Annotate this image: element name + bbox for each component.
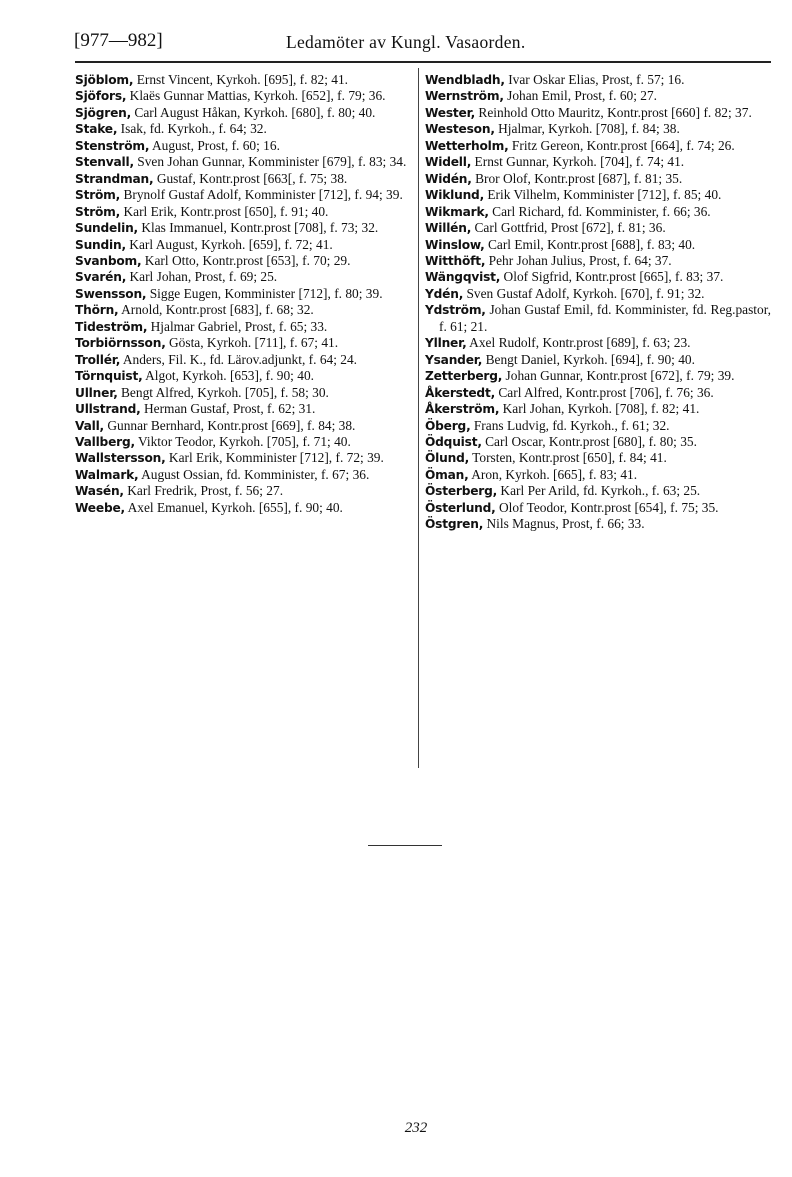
entry-details: Brynolf Gustaf Adolf, Komminister [712], f. 94; 39. <box>120 187 403 203</box>
column-divider <box>418 68 419 768</box>
list-item <box>425 302 771 335</box>
entry-surname: Zetterberg, <box>425 369 503 384</box>
entry-surname: Törnquist, <box>75 369 143 384</box>
entry-surname: Östgren, <box>425 517 484 532</box>
list-item <box>425 121 771 137</box>
page-title: Ledamöter av Kungl. Vasaorden. <box>286 32 526 52</box>
entry-surname: Vall, <box>75 418 104 433</box>
entry-surname: Willén, <box>425 221 472 236</box>
entry-surname: Öman, <box>425 467 469 482</box>
end-rule <box>368 845 442 846</box>
list-item <box>75 269 411 285</box>
list-item <box>75 302 411 318</box>
entry-surname: Sundelin, <box>75 221 138 236</box>
left-column <box>75 72 411 516</box>
entry-surname: Ydén, <box>425 286 464 301</box>
list-item <box>75 385 411 401</box>
list-item <box>75 88 411 104</box>
list-item <box>425 154 771 170</box>
entry-surname: Österberg, <box>425 484 498 499</box>
entry-details: Karl Johan, Kyrkoh. [708], f. 82; 41. <box>499 401 700 417</box>
entry-details: Herman Gustaf, Prost, f. 62; 31. <box>140 401 316 417</box>
entry-surname: Wasén, <box>75 484 124 499</box>
list-item <box>75 138 411 154</box>
list-item <box>75 286 411 302</box>
entry-details: Carl Gottfrid, Prost [672], f. 81; 36. <box>471 220 666 236</box>
list-item <box>425 450 771 466</box>
entry-details: Erik Vilhelm, Komminister [712], f. 85; 40. <box>484 187 722 203</box>
entry-surname: Ydström, <box>425 303 486 318</box>
list-item <box>425 88 771 104</box>
entry-details: Sven Gustaf Adolf, Kyrkoh. [670], f. 91; 32. <box>463 285 705 301</box>
list-item <box>425 171 771 187</box>
entry-details: Frans Ludvig, fd. Kyrkoh., f. 61; 32. <box>470 417 670 433</box>
list-item <box>75 319 411 335</box>
right-column <box>425 72 771 533</box>
list-item <box>425 368 771 384</box>
entry-surname: Wiklund, <box>425 188 485 203</box>
list-item <box>75 335 411 351</box>
entry-details: Carl August Håkan, Kyrkoh. [680], f. 80; 40. <box>131 104 376 120</box>
entry-details: Ernst Gunnar, Kyrkoh. [704], f. 74; 41. <box>471 154 685 170</box>
entry-details: Ernst Vincent, Kyrkoh. [695], f. 82; 41. <box>133 72 348 87</box>
entry-surname: Öberg, <box>425 418 471 433</box>
entry-details: Carl Emil, Kontr.prost [688], f. 83; 40. <box>484 236 696 252</box>
entry-surname: Ödquist, <box>425 434 482 449</box>
entry-surname: Tideström, <box>75 319 148 334</box>
entry-details: Karl Otto, Kontr.prost [653], f. 70; 29. <box>141 252 351 268</box>
list-item <box>75 204 411 220</box>
entry-surname: Ullner, <box>75 385 118 400</box>
entry-details: Sven Johan Gunnar, Komminister [679], f. 83; 34. <box>133 154 407 170</box>
entry-surname: Sundin, <box>75 237 126 252</box>
entry-details: Carl Oscar, Kontr.prost [680], f. 80; 35. <box>481 433 697 449</box>
entry-surname: Wendbladh, <box>425 73 505 87</box>
list-item <box>425 187 771 203</box>
entry-surname: Stenström, <box>75 138 150 153</box>
list-item <box>425 467 771 483</box>
entry-surname: Strandman, <box>75 171 154 186</box>
entry-details: Johan Emil, Prost, f. 60; 27. <box>503 88 658 104</box>
entry-surname: Ölund, <box>425 451 470 466</box>
list-item <box>75 72 411 88</box>
entry-details: Pehr Johan Julius, Prost, f. 64; 37. <box>485 252 672 268</box>
list-item <box>425 483 771 499</box>
page-header <box>74 30 774 56</box>
list-item <box>75 220 411 236</box>
list-item <box>425 500 771 516</box>
entry-surname: Wester, <box>425 105 476 120</box>
entry-details: Reinhold Otto Mauritz, Kontr.prost [660] f. 82; 37. <box>475 104 752 120</box>
list-item <box>425 516 771 532</box>
entry-surname: Wallstersson, <box>75 451 166 466</box>
list-item <box>75 368 411 384</box>
entry-surname: Stake, <box>75 122 118 137</box>
entry-surname: Sjögren, <box>75 105 132 120</box>
entry-details: August Ossian, fd. Komminister, f. 67; 36. <box>138 466 370 482</box>
entry-details: Carl Alfred, Kontr.prost [706], f. 76; 36. <box>495 384 714 400</box>
entry-surname: Wetterholm, <box>425 138 509 153</box>
list-item <box>425 335 771 351</box>
list-item <box>75 105 411 121</box>
list-item <box>425 220 771 236</box>
list-item <box>425 237 771 253</box>
entry-details: Arnold, Kontr.prost [683], f. 68; 32. <box>118 302 314 318</box>
list-item <box>425 418 771 434</box>
list-item <box>75 121 411 137</box>
list-item <box>75 434 411 450</box>
entry-surname: Ysander, <box>425 352 483 367</box>
entry-details: Carl Richard, fd. Komminister, f. 66; 36. <box>488 203 711 219</box>
entry-surname: Vallberg, <box>75 434 135 449</box>
entry-surname: Ström, <box>75 188 121 203</box>
entry-surname: Witthöft, <box>425 253 486 268</box>
list-item <box>425 204 771 220</box>
entry-details: Klaës Gunnar Mattias, Kyrkoh. [652], f. 79; 36. <box>126 88 386 104</box>
entry-surname: Walmark, <box>75 467 139 482</box>
entry-details: Johan Gunnar, Kontr.prost [672], f. 79; 39. <box>502 368 735 384</box>
entry-details: Axel Emanuel, Kyrkoh. [655], f. 90; 40. <box>124 499 343 515</box>
entry-surname: Åkerstedt, <box>425 385 496 400</box>
list-item <box>425 105 771 121</box>
list-item <box>75 253 411 269</box>
entry-details: Ivar Oskar Elias, Prost, f. 57; 16. <box>504 72 685 87</box>
entry-details: August, Prost, f. 60; 16. <box>149 137 280 153</box>
entry-details: Karl Fredrik, Prost, f. 56; 27. <box>123 483 284 499</box>
entry-details: Fritz Gereon, Kontr.prost [664], f. 74; 26. <box>508 137 735 153</box>
entry-surname: Wernström, <box>425 89 504 104</box>
entry-details: Gösta, Kyrkoh. [711], f. 67; 41. <box>165 335 339 351</box>
entry-details: Hjalmar, Kyrkoh. [708], f. 84; 38. <box>494 121 680 137</box>
entry-details: Algot, Kyrkoh. [653], f. 90; 40. <box>142 368 314 384</box>
entry-surname: Winslow, <box>425 237 485 252</box>
entry-details: Olof Teodor, Kontr.prost [654], f. 75; 35. <box>495 499 719 515</box>
list-item <box>75 237 411 253</box>
list-item <box>75 171 411 187</box>
list-item <box>425 352 771 368</box>
entry-surname: Torbiörnsson, <box>75 336 166 351</box>
entry-surname: Österlund, <box>425 500 496 515</box>
entry-details: Karl Erik, Kontr.prost [650], f. 91; 40. <box>120 203 329 219</box>
entry-details: Gunnar Bernhard, Kontr.prost [669], f. 84; 38. <box>103 417 356 433</box>
entry-surname: Yllner, <box>425 336 467 351</box>
entry-details: Aron, Kyrkoh. [665], f. 83; 41. <box>468 466 638 482</box>
entry-details: Nils Magnus, Prost, f. 66; 33. <box>483 516 645 532</box>
entry-details: Karl Erik, Komminister [712], f. 72; 39. <box>165 450 384 466</box>
entry-surname: Sjöblom, <box>75 73 134 87</box>
list-item <box>425 286 771 302</box>
entry-details: Anders, Fil. K., fd. Lärov.adjunkt, f. 64; 24. <box>120 351 358 367</box>
entry-surname: Ström, <box>75 204 121 219</box>
entry-details: Gustaf, Kontr.prost [663[, f. 75; 38. <box>153 170 348 186</box>
list-item <box>75 154 411 170</box>
list-item <box>75 450 411 466</box>
page-number: 232 <box>404 1120 428 1136</box>
list-item <box>425 401 771 417</box>
entry-details: Karl Johan, Prost, f. 69; 25. <box>126 269 278 285</box>
entry-details: Isak, fd. Kyrkoh., f. 64; 32. <box>117 121 267 137</box>
list-item <box>75 483 411 499</box>
entry-details: Sigge Eugen, Komminister [712], f. 80; 39. <box>146 285 383 301</box>
entry-details: Hjalmar Gabriel, Prost, f. 65; 33. <box>147 318 328 334</box>
entry-surname: Thörn, <box>75 303 119 318</box>
entry-surname: Wängqvist, <box>425 270 501 285</box>
list-item <box>75 467 411 483</box>
entry-details: Johan Gustaf Emil, fd. Komminister, fd. Reg.pastor, f. 61; 21. <box>439 302 771 334</box>
entry-details: Viktor Teodor, Kyrkoh. [705], f. 71; 40. <box>134 433 351 449</box>
entry-surname: Svarén, <box>75 270 127 285</box>
entry-details: Bengt Alfred, Kyrkoh. [705], f. 58; 30. <box>117 384 329 400</box>
entry-surname: Ullstrand, <box>75 402 141 417</box>
entry-surname: Åkerström, <box>425 402 500 417</box>
entry-details: Axel Rudolf, Kontr.prost [689], f. 63; 23. <box>466 335 691 351</box>
list-item <box>75 187 411 203</box>
list-item <box>425 138 771 154</box>
entry-details: Bror Olof, Kontr.prost [687], f. 81; 35. <box>471 170 683 186</box>
list-item <box>425 385 771 401</box>
entry-surname: Trollér, <box>75 352 121 367</box>
entry-surname: Stenvall, <box>75 155 134 170</box>
list-item <box>425 253 771 269</box>
list-item <box>75 500 411 516</box>
entry-surname: Wikmark, <box>425 204 489 219</box>
list-item <box>75 352 411 368</box>
entry-surname: Weebe, <box>75 500 125 515</box>
list-item <box>75 401 411 417</box>
list-item <box>425 72 771 88</box>
entry-details: Torsten, Kontr.prost [650], f. 84; 41. <box>469 450 667 466</box>
entry-details: Klas Immanuel, Kontr.prost [708], f. 73; 32. <box>137 220 379 236</box>
header-rule <box>75 61 771 63</box>
entry-surname: Svanbom, <box>75 253 142 268</box>
entry-surname: Widell, <box>425 155 472 170</box>
list-item <box>425 269 771 285</box>
entry-details: Karl Per Arild, fd. Kyrkoh., f. 63; 25. <box>497 483 701 499</box>
entry-surname: Westeson, <box>425 122 495 137</box>
entry-surname: Swensson, <box>75 286 147 301</box>
entry-surname: Sjöfors, <box>75 89 127 104</box>
entry-details: Olof Sigfrid, Kontr.prost [665], f. 83; 37. <box>500 269 724 285</box>
entry-range: [977—982] <box>74 30 163 51</box>
entry-surname: Widén, <box>425 171 472 186</box>
list-item <box>75 418 411 434</box>
list-item <box>425 434 771 450</box>
entry-details: Karl August, Kyrkoh. [659], f. 72; 41. <box>125 236 333 252</box>
entry-details: Bengt Daniel, Kyrkoh. [694], f. 90; 40. <box>482 351 695 367</box>
